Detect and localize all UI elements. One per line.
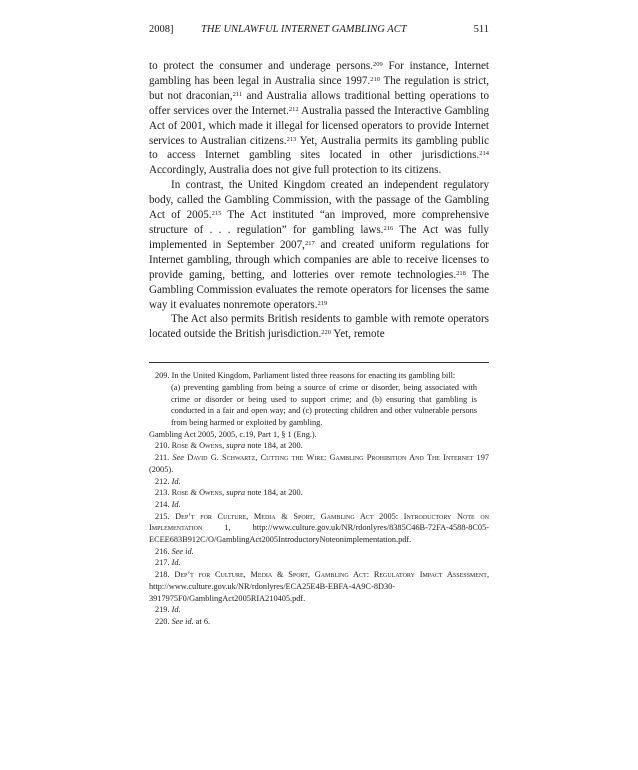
page-number: 511 (473, 24, 489, 35)
footnote-divider (149, 362, 489, 363)
footnote-209: 209. In the United Kingdom, Parliament listed three reasons for enacting its gambling bill: (155, 371, 456, 381)
footnote-209-quote: (a) preventing gambling from being a source of crime or disorder, being associated with crime or disorder or being used to support crime; and (b) ensuring that gambling is conducted in a fair and open way; and (c) protecting children and other vulnerable persons from being harmed or exploited by gambling. (171, 382, 477, 428)
paragraph-3: The Act also permits British residents to gamble with remote operators located outside the British jurisdiction.$^{220}$ Yet, remote (149, 313, 489, 341)
footnote-ref[interactable]: 209 (372, 61, 383, 68)
footnote-214: 214. Id. (155, 499, 181, 509)
footnote-ref[interactable]: 217 (304, 239, 315, 247)
header-title: THE UNLAWFUL INTERNET GAMBLING ACT (201, 24, 407, 35)
footnote-ref[interactable]: 211 (232, 90, 243, 98)
footnote-ref[interactable]: 220 (321, 329, 331, 337)
document-page (149, 24, 489, 628)
footnote-ref[interactable]: 216 (383, 224, 394, 232)
footnote-213: 213. Rose & Owens, supra note 184, at 200. (155, 488, 303, 498)
footnote-220: 220. See id. at 6. (155, 616, 211, 626)
footnote-211: 211. See David G. Schwartz, Cutting the Wire: Gambling Prohibition And The Internet 197 (2005). (149, 453, 489, 474)
footnote-210: 210. Rose & Owens, supra note 184, at 200. (155, 441, 303, 451)
running-header (149, 24, 489, 42)
footnote-ref[interactable]: 218 (456, 269, 466, 277)
footnotes (149, 370, 489, 627)
footnote-ref[interactable]: 219 (317, 299, 328, 307)
footnote-ref[interactable]: 215 (211, 210, 222, 218)
footnote-219: 219. Id. (155, 605, 181, 615)
header-year: 2008] (149, 24, 174, 35)
body-text (149, 59, 489, 342)
footnote-216: 216. See id. (155, 546, 194, 556)
footnote-ref[interactable]: 213 (286, 135, 297, 143)
footnote-ref[interactable]: 214 (479, 150, 489, 158)
footnote-217: 217. Id. (155, 558, 181, 568)
footnote-215: 215. Dep’t for Culture, Media & Sport, Gambling Act 2005: Introductory Note on Implementation 1, http://www.culture.gov.uk/NR/rdonlyres/8385C46B-72FA-4588-8C05-ECEE683B912C/O/GamblingAct2005IntroductoryNoteonimplementation.pdf. (149, 511, 489, 545)
url-text[interactable]: 1, http://www.culture.gov.uk/NR/rdonlyres/8385C46B-72FA-4588-8C05-ECEE683B912C/O/GamblingAct2005IntroductoryNoteonimplementation.pdf. (149, 523, 489, 545)
url-text[interactable]: , http://www.culture.gov.uk/NR/rdonlyres/ECA25E4B-EBFA-4A9C-8D30-3917975F0/GamblingAct2005RIA210405.pdf. (149, 570, 490, 603)
paragraph-1: to protect the consumer and underage persons.$^{209}$ For instance, Internet gambling has been legal in Australia since 1997.$^{210}$ The regulation is strict, but not draconian,$^{211}$ and Australia allows traditional betting operations to offer services over the Internet.$^{212}$ Australia passed the Interactive Gambling Act of 2001, which made it illegal for licensed operators to provide Internet services to Australian citizens.$^{213}$ Yet, Australia permits its gambling public to access Internet gambling sites located in other jurisdictions.$^{214}$ Accordingly, Australia does not give full protection to its citizens. (149, 60, 489, 177)
footnote-ref[interactable]: 210 (370, 75, 380, 83)
paragraph-2: In contrast, the United Kingdom created an independent regulatory body, called the Gambling Commission, with the passage of the Gambling Act of 2005.$^{215}$ The Act instituted “an improved, more comprehensive structure of . . . regulation” for gambling laws.$^{216}$ The Act was fully implemented in September 2007,$^{217}$ and created uniform regulations for Internet gambling, through which companies are able to receive licenses to provide gaming, betting, and lotteries over remote technologies.$^{218}$ The Gambling Commission evaluates the remote operators for licenses the same way it evaluates nonremote operators.$^{219}$ (149, 179, 489, 311)
footnote-209-citation: Gambling Act 2005, 2005, c.19, Part 1, § 1 (Eng.). (149, 429, 317, 439)
footnote-218: 218. Dep’t for Culture, Media & Sport, Gambling Act: Regulatory Impact Assessment, http://www.culture.gov.uk/NR/rdonlyres/ECA25E4B-EBFA-4A9C-8D30-3917975F0/GamblingAct2005RIA210405.pdf. (149, 570, 490, 603)
footnote-ref[interactable]: 212 (288, 105, 299, 113)
footnote-212: 212. Id. (155, 476, 181, 486)
